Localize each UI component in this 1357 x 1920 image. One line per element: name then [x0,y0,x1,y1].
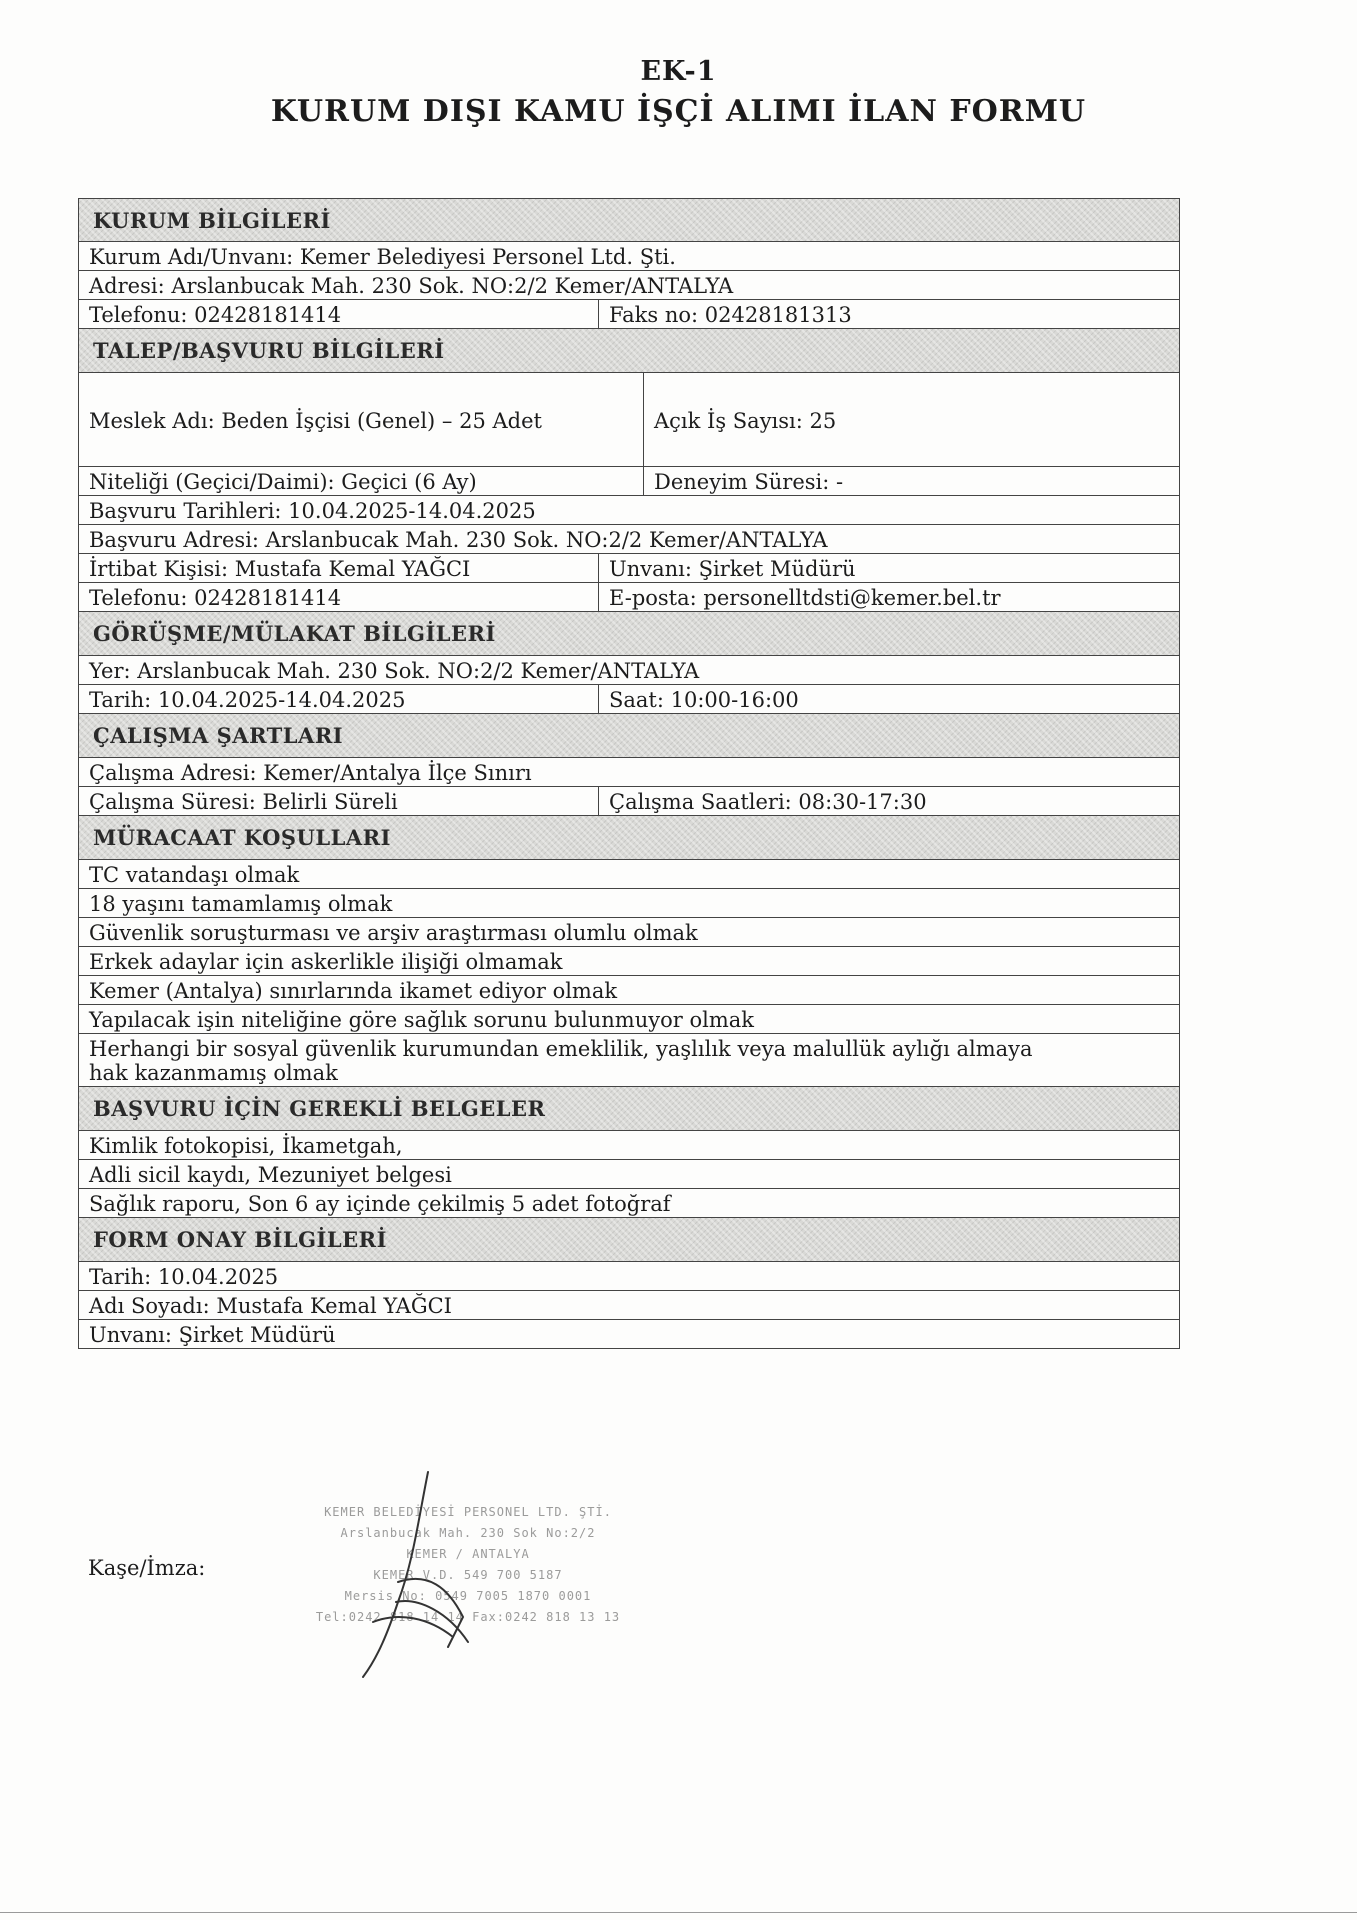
section-calisma-heading: ÇALIŞMA ŞARTLARI [79,714,1179,758]
signature-icon [278,1462,538,1692]
stamp-line-5: Mersis No: 0549 7005 1870 0001 [344,1589,592,1603]
kurum-faks: Faks no: 02428181313 [609,303,852,327]
irtibat-unvan: Unvanı: Şirket Müdürü [609,557,856,581]
irtibat-kisisi: İrtibat Kişisi: Mustafa Kemal YAĞCI [79,554,599,582]
onay-tarih: Tarih: 10.04.2025 [89,1265,279,1289]
onay-unvan-row [79,1320,1179,1349]
calisma-saatleri: Çalışma Saatleri: 08:30-17:30 [609,790,927,814]
irtibat-row [79,554,1179,583]
list-item [79,1160,1179,1189]
section-gorusme-heading: GÖRÜŞME/MÜLAKAT BİLGİLERİ [79,612,1179,656]
page-bottom-line [0,1912,1357,1913]
calisma-sure-row [79,787,1179,816]
list-item [79,860,1179,889]
muracaat-item-6: Yapılacak işin niteliğine göre sağlık sorunu bulunmuyor olmak [89,1008,754,1032]
kurum-adres: Adresi: Arslanbucak Mah. 230 Sok. NO:2/2 Kemer/ANTALYA [89,274,734,298]
basvuru-adresi-row [79,525,1179,554]
niteligi: Niteliği (Geçici/Daimi): Geçici (6 Ay) [79,467,644,495]
section-belgeler-heading: BAŞVURU İÇİN GEREKLİ BELGELER [79,1087,1179,1131]
onay-adi-soyadi: Adı Soyadı: Mustafa Kemal YAĞCI [89,1294,452,1318]
application-form [78,198,1180,1349]
calisma-adres-row [79,758,1179,787]
talep-iletisim-row [79,583,1179,612]
onay-unvan: Unvanı: Şirket Müdürü [89,1323,336,1347]
kurum-iletisim-row [79,300,1179,329]
nitelik-row [79,467,1179,496]
stamp-line-3: KEMER / ANTALYA [406,1547,530,1561]
list-item [79,947,1179,976]
acik-is-sayisi: Açık İş Sayısı: 25 [654,408,837,433]
section-muracaat-heading: MÜRACAAT KOŞULLARI [79,816,1179,860]
kurum-adi-row [79,242,1179,271]
list-item [79,1005,1179,1034]
gorusme-yer-row [79,656,1179,685]
muracaat-item-4: Erkek adaylar için askerlikle ilişiği olmamak [89,950,563,974]
onay-adi-row [79,1291,1179,1320]
kurum-telefon: Telefonu: 02428181414 [79,300,599,328]
gorusme-yer: Yer: Arslanbucak Mah. 230 Sok. NO:2/2 Kemer/ANTALYA [89,659,700,683]
muracaat-item-5: Kemer (Antalya) sınırlarında ikamet ediyor olmak [89,979,618,1003]
basvuru-tarihleri-row [79,496,1179,525]
gorusme-tarih: Tarih: 10.04.2025-14.04.2025 [79,685,599,713]
belge-item-3: Sağlık raporu, Son 6 ay içinde çekilmiş 5 adet fotoğraf [89,1192,671,1216]
basvuru-tarihleri: Başvuru Tarihleri: 10.04.2025-14.04.2025 [89,499,536,523]
section-onay-heading: FORM ONAY BİLGİLERİ [79,1218,1179,1262]
list-item [79,1131,1179,1160]
calisma-adresi: Çalışma Adresi: Kemer/Antalya İlçe Sınırı [89,761,532,785]
muracaat-item-3: Güvenlik soruşturması ve arşiv araştırması olumlu olmak [89,921,698,945]
list-item [79,976,1179,1005]
list-item [79,1189,1179,1218]
meslek-adi: Meslek Adı: Beden İşçisi (Genel) – 25 Adet [79,373,644,467]
stamp-line-4: KEMER V.D. 549 700 5187 [373,1568,563,1582]
onay-tarih-row [79,1262,1179,1291]
section-kurum-heading: KURUM BİLGİLERİ [79,198,1179,242]
talep-telefon: Telefonu: 02428181414 [79,583,599,611]
kase-imza-label: Kaşe/İmza: [88,1556,206,1580]
section-talep-heading: TALEP/BAŞVURU BİLGİLERİ [79,329,1179,373]
belge-item-2: Adli sicil kaydı, Mezuniyet belgesi [89,1163,452,1187]
deneyim-suresi: Deneyim Süresi: - [654,470,844,494]
calisma-suresi: Çalışma Süresi: Belirli Süreli [79,787,599,815]
gorusme-tarih-row [79,685,1179,714]
stamp-line-1: KEMER BELEDİYESİ PERSONEL LTD. ŞTİ. [324,1505,612,1519]
kurum-adi: Kurum Adı/Unvanı: Kemer Belediyesi Personel Ltd. Şti. [89,245,676,269]
form-code: EK-1 [640,56,717,87]
stamp-line-2: Arslanbucak Mah. 230 Sok No:2/2 [340,1526,596,1540]
list-item [79,918,1179,947]
muracaat-item-2: 18 yaşını tamamlamış olmak [89,892,393,916]
belge-item-1: Kimlik fotokopisi, İkametgah, [89,1134,403,1158]
kurum-adres-row [79,271,1179,300]
kase-imza-area [78,1502,678,1682]
list-item [79,1034,1179,1087]
muracaat-item-1: TC vatandaşı olmak [89,863,300,887]
basvuru-adresi: Başvuru Adresi: Arslanbucak Mah. 230 Sok. NO:2/2 Kemer/ANTALYA [89,528,828,552]
gorusme-saat: Saat: 10:00-16:00 [609,688,799,712]
stamp-line-6: Tel:0242 818 14 14 Fax:0242 818 13 13 [315,1610,621,1624]
meslek-row [79,373,1179,467]
muracaat-item-7: Herhangi bir sosyal güvenlik kurumundan emeklilik, yaşlılık veya malullük aylığı almaya hak kazanmamış olmak [89,1037,1033,1085]
list-item [79,889,1179,918]
talep-eposta: E-posta: personelltdsti@kemer.bel.tr [609,586,1001,610]
form-title: KURUM DIŞI KAMU İŞÇİ ALIMI İLAN FORMU [270,94,1087,129]
